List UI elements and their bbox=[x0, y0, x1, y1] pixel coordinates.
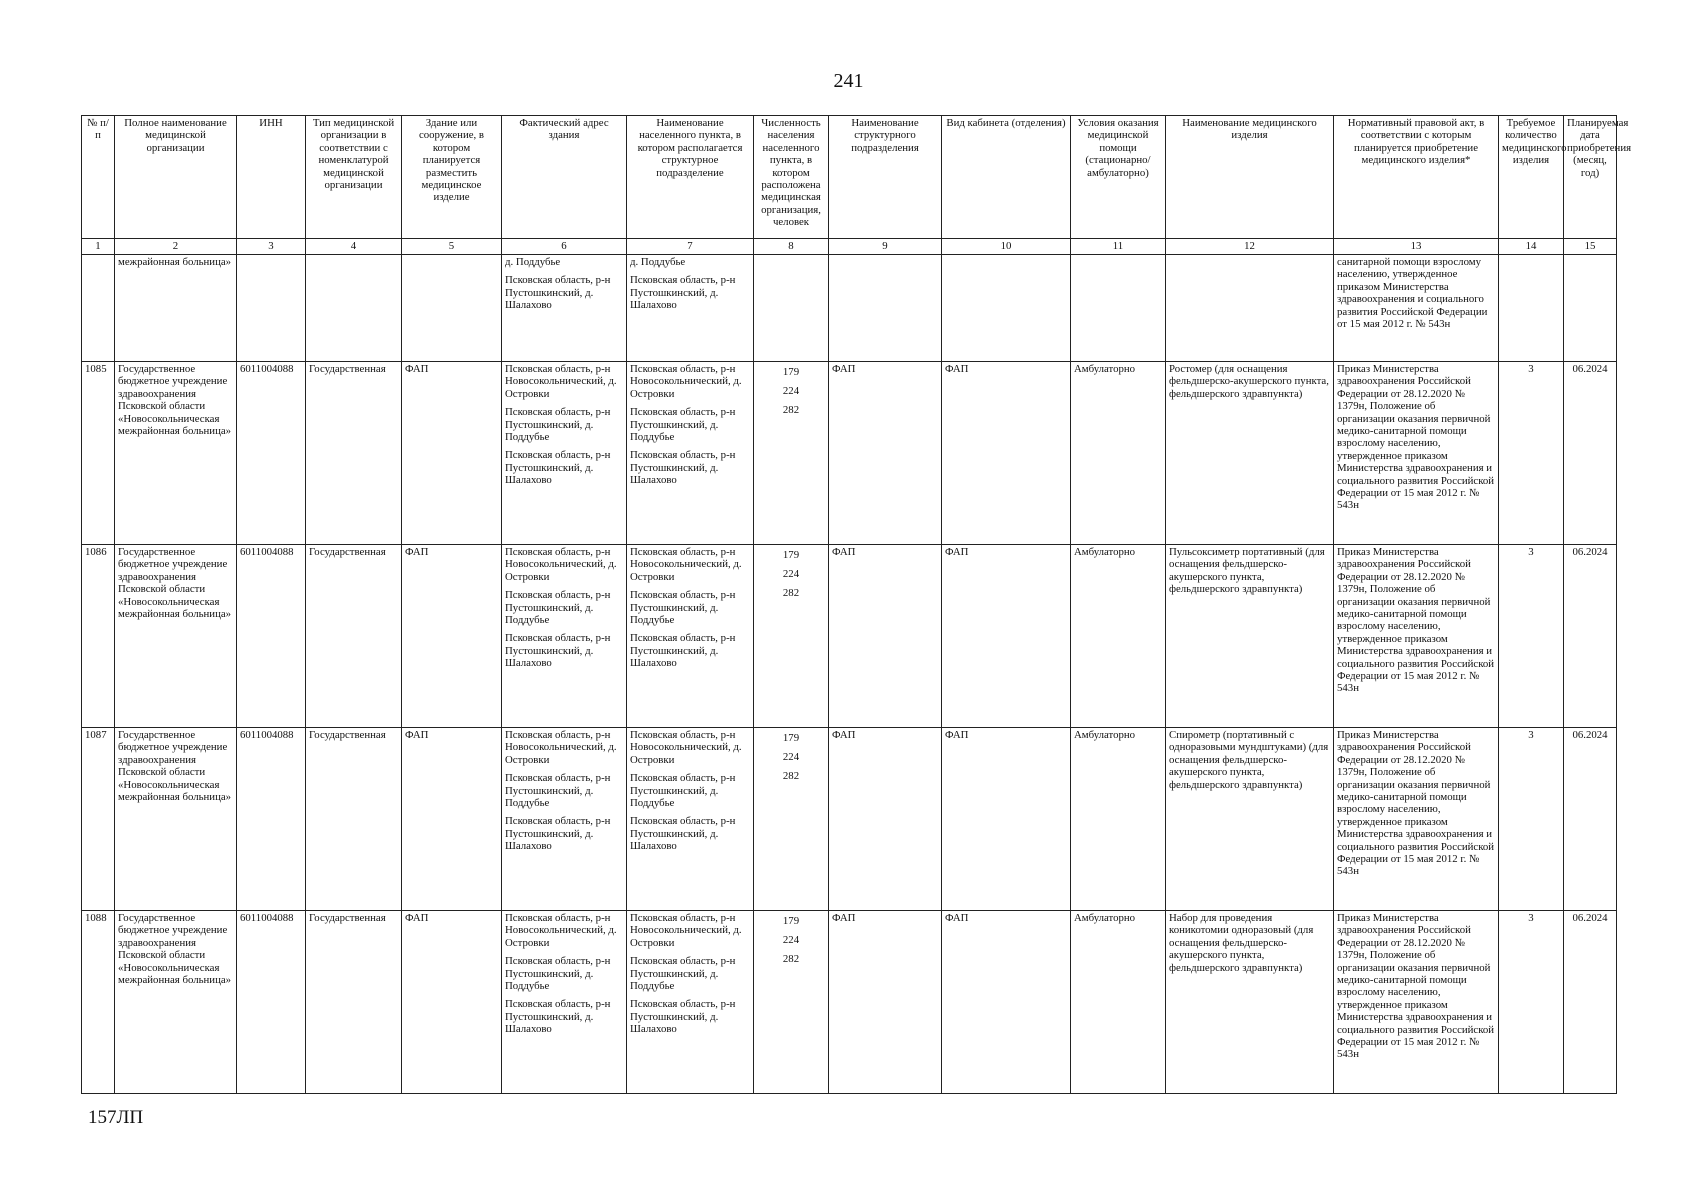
population-value: 224 bbox=[782, 568, 800, 580]
device-name: Ростомер (для оснащения фельдшерско-акушерского пункта, фельдшерского здравпункта) bbox=[1166, 362, 1334, 545]
building: ФАП bbox=[402, 728, 502, 911]
legal-act: Приказ Министерства здравоохранения Российской Федерации от 28.12.2020 № 1379н, Положение об организации оказания первичной медико-санитарной помощи взрослому населению, утвержденное приказом Министерства здравоохранения и социального развития Российской Федерации от 15 мая 2012 г. № 543н bbox=[1334, 362, 1499, 545]
population-value: 179 bbox=[782, 366, 800, 378]
address-line: Псковская область, р-н Новосокольнический, д. Островки bbox=[505, 363, 617, 400]
org-name: Государственное бюджетное учреждение здравоохранения Псковской области «Новосокольническая межрайонная больница» bbox=[115, 911, 237, 1094]
row-number: 1085 bbox=[82, 362, 115, 545]
org-name: межрайонная больница» bbox=[115, 255, 237, 362]
population bbox=[754, 728, 829, 911]
page-number: 241 bbox=[833, 70, 864, 92]
settlement-line: Псковская область, р-н Новосокольнический, д. Островки bbox=[630, 363, 742, 400]
settlement-line: Псковская область, р-н Пустошкинский, д. Шалахово bbox=[630, 998, 736, 1036]
settlement bbox=[627, 255, 754, 362]
column-number: 9 bbox=[829, 239, 942, 255]
header-cell: № п/п bbox=[82, 116, 115, 239]
settlement-line: Псковская область, р-н Пустошкинский, д. Шалахово bbox=[630, 449, 736, 487]
settlement-line: Псковская область, р-н Новосокольнический, д. Островки bbox=[630, 546, 742, 583]
building: ФАП bbox=[402, 362, 502, 545]
legal-act: Приказ Министерства здравоохранения Российской Федерации от 28.12.2020 № 1379н, Положение об организации оказания первичной медико-санитарной помощи взрослому населению, утвержденное приказом Министерства здравоохранения и социального развития Российской Федерации от 15 мая 2012 г. № 543н bbox=[1334, 911, 1499, 1094]
population bbox=[754, 362, 829, 545]
conditions: Амбулаторно bbox=[1071, 728, 1166, 911]
org-type: Государственная bbox=[306, 362, 402, 545]
column-number: 8 bbox=[754, 239, 829, 255]
org-name: Государственное бюджетное учреждение здравоохранения Псковской области «Новосокольническая межрайонная больница» bbox=[115, 728, 237, 911]
legal-act: Приказ Министерства здравоохранения Российской Федерации от 28.12.2020 № 1379н, Положение об организации оказания первичной медико-санитарной помощи взрослому населению, утвержденное приказом Министерства здравоохранения и социального развития Российской Федерации от 15 мая 2012 г. № 543н bbox=[1334, 728, 1499, 911]
address-line: Псковская область, р-н Пустошкинский, д. Поддубье bbox=[505, 772, 611, 810]
address-line: Псковская область, р-н Пустошкинский, д. Шалахово bbox=[505, 449, 611, 487]
header-cell: Численность населения населенного пункта, в котором расположена медицинская организация, человек bbox=[754, 116, 829, 239]
org-type: Государственная bbox=[306, 911, 402, 1094]
org-type: Государственная bbox=[306, 728, 402, 911]
population-value: 224 bbox=[782, 385, 800, 397]
org-type: Государственная bbox=[306, 545, 402, 728]
address bbox=[502, 545, 627, 728]
settlement-line: Псковская область, р-н Пустошкинский, д. Поддубье bbox=[630, 589, 736, 627]
org-name: Государственное бюджетное учреждение здравоохранения Псковской области «Новосокольническая межрайонная больница» bbox=[115, 362, 237, 545]
column-number: 3 bbox=[237, 239, 306, 255]
column-number: 7 bbox=[627, 239, 754, 255]
unit: ФАП bbox=[829, 728, 942, 911]
cabinet: ФАП bbox=[942, 911, 1071, 1094]
address-line: Псковская область, р-н Пустошкинский, д. Шалахово bbox=[505, 274, 611, 312]
header-cell: Наименование медицинского изделия bbox=[1166, 116, 1334, 239]
table-row bbox=[82, 545, 1617, 728]
settlement bbox=[627, 362, 754, 545]
purchase-date: 06.2024 bbox=[1564, 728, 1617, 911]
unit: ФАП bbox=[829, 545, 942, 728]
conditions: Амбулаторно bbox=[1071, 545, 1166, 728]
unit: ФАП bbox=[829, 911, 942, 1094]
settlement-line: Псковская область, р-н Пустошкинский, д. Поддубье bbox=[630, 406, 736, 444]
inn: 6011004088 bbox=[237, 911, 306, 1094]
cabinet: ФАП bbox=[942, 362, 1071, 545]
settlement bbox=[627, 545, 754, 728]
building: ФАП bbox=[402, 911, 502, 1094]
address-line: Псковская область, р-н Пустошкинский, д. Шалахово bbox=[505, 632, 611, 670]
purchase-date: 06.2024 bbox=[1564, 911, 1617, 1094]
document-code: 157ЛП bbox=[88, 1107, 144, 1128]
address-line: Псковская область, р-н Пустошкинский, д. Поддубье bbox=[505, 589, 611, 627]
header-cell: Нормативный правовой акт, в соответствии с которым планируется приобретение медицинского изделия* bbox=[1334, 116, 1499, 239]
population bbox=[754, 911, 829, 1094]
address bbox=[502, 362, 627, 545]
header-cell: Требуемое количество медицинского изделия bbox=[1499, 116, 1564, 239]
header-cell: Наименование структурного подразделения bbox=[829, 116, 942, 239]
settlement-line: д. Поддубье bbox=[630, 256, 686, 268]
population-value: 179 bbox=[782, 549, 800, 561]
column-number-row bbox=[82, 239, 1617, 255]
table-row bbox=[82, 362, 1617, 545]
address-line: Псковская область, р-н Новосокольнический, д. Островки bbox=[505, 729, 617, 766]
building: ФАП bbox=[402, 545, 502, 728]
inn: 6011004088 bbox=[237, 728, 306, 911]
table-row bbox=[82, 728, 1617, 911]
row-number: 1087 bbox=[82, 728, 115, 911]
purchase-date: 06.2024 bbox=[1564, 362, 1617, 545]
settlement-line: Псковская область, р-н Пустошкинский, д. Поддубье bbox=[630, 955, 736, 993]
column-number: 15 bbox=[1564, 239, 1617, 255]
column-number: 10 bbox=[942, 239, 1071, 255]
address-line: Псковская область, р-н Пустошкинский, д. Шалахово bbox=[505, 815, 611, 853]
settlement-line: Псковская область, р-н Пустошкинский, д. Шалахово bbox=[630, 632, 736, 670]
table-row bbox=[82, 911, 1617, 1094]
conditions: Амбулаторно bbox=[1071, 362, 1166, 545]
header-cell: Наименование населенного пункта, в котором располагается структурное подразделение bbox=[627, 116, 754, 239]
settlement-line: Псковская область, р-н Пустошкинский, д. Шалахово bbox=[630, 815, 736, 853]
population-value: 282 bbox=[782, 770, 800, 782]
header-cell: Полное наименование медицинской организации bbox=[115, 116, 237, 239]
population-value: 282 bbox=[782, 953, 800, 965]
address-line: Псковская область, р-н Новосокольнический, д. Островки bbox=[505, 912, 617, 949]
address-line: Псковская область, р-н Пустошкинский, д. Шалахово bbox=[505, 998, 611, 1036]
unit: ФАП bbox=[829, 362, 942, 545]
column-number: 6 bbox=[502, 239, 627, 255]
inn: 6011004088 bbox=[237, 545, 306, 728]
quantity: 3 bbox=[1499, 545, 1564, 728]
settlement-line: Псковская область, р-н Новосокольнический, д. Островки bbox=[630, 912, 742, 949]
purchase-date: 06.2024 bbox=[1564, 545, 1617, 728]
population bbox=[754, 545, 829, 728]
address-line: д. Поддубье bbox=[505, 256, 561, 268]
header-cell: Тип медицинской организации в соответствии с номенклатурой медицинской организации bbox=[306, 116, 402, 239]
cabinet: ФАП bbox=[942, 728, 1071, 911]
settlement-line: Псковская область, р-н Пустошкинский, д. Поддубье bbox=[630, 772, 736, 810]
quantity: 3 bbox=[1499, 362, 1564, 545]
column-number: 13 bbox=[1334, 239, 1499, 255]
header-cell: Здание или сооружение, в котором планируется разместить медицинское изделие bbox=[402, 116, 502, 239]
address-line: Псковская область, р-н Новосокольнический, д. Островки bbox=[505, 546, 617, 583]
header-cell: Планируемая дата приобретения (месяц, год) bbox=[1564, 116, 1617, 239]
cabinet: ФАП bbox=[942, 545, 1071, 728]
header-cell: Фактический адрес здания bbox=[502, 116, 627, 239]
population-value: 282 bbox=[782, 587, 800, 599]
legal-act: Приказ Министерства здравоохранения Российской Федерации от 28.12.2020 № 1379н, Положение об организации оказания первичной медико-санитарной помощи взрослому населению, утвержденное приказом Министерства здравоохранения и социального развития Российской Федерации от 15 мая 2012 г. № 543н bbox=[1334, 545, 1499, 728]
header-cell: ИНН bbox=[237, 116, 306, 239]
device-name: Спирометр (портативный с одноразовыми мундштуками) (для оснащения фельдшерско-акушерского пункта, фельдшерского здравпункта) bbox=[1166, 728, 1334, 911]
org-name: Государственное бюджетное учреждение здравоохранения Псковской области «Новосокольническая межрайонная больница» bbox=[115, 545, 237, 728]
population-value: 179 bbox=[782, 915, 800, 927]
quantity: 3 bbox=[1499, 911, 1564, 1094]
column-number: 4 bbox=[306, 239, 402, 255]
header-row bbox=[82, 116, 1617, 239]
address-line: Псковская область, р-н Пустошкинский, д. Поддубье bbox=[505, 406, 611, 444]
population-value: 224 bbox=[782, 934, 800, 946]
settlement-line: Псковская область, р-н Новосокольнический, д. Островки bbox=[630, 729, 742, 766]
settlement-line: Псковская область, р-н Пустошкинский, д. Шалахово bbox=[630, 274, 736, 312]
column-number: 11 bbox=[1071, 239, 1166, 255]
population-value: 282 bbox=[782, 404, 800, 416]
column-number: 1 bbox=[82, 239, 115, 255]
inn: 6011004088 bbox=[237, 362, 306, 545]
equipment-table bbox=[81, 115, 1632, 1094]
column-number: 14 bbox=[1499, 239, 1564, 255]
row-number: 1088 bbox=[82, 911, 115, 1094]
address-line: Псковская область, р-н Пустошкинский, д. Поддубье bbox=[505, 955, 611, 993]
column-number: 12 bbox=[1166, 239, 1334, 255]
header-cell: Условия оказания медицинской помощи (стационарно/ амбулаторно) bbox=[1071, 116, 1166, 239]
address bbox=[502, 911, 627, 1094]
column-number: 2 bbox=[115, 239, 237, 255]
device-name: Пульсоксиметр портативный (для оснащения фельдшерско-акушерского пункта, фельдшерского здравпункта) bbox=[1166, 545, 1334, 728]
settlement bbox=[627, 728, 754, 911]
address bbox=[502, 255, 627, 362]
column-number: 5 bbox=[402, 239, 502, 255]
device-name: Набор для проведения коникотомии одноразовый (для оснащения фельдшерско-акушерского пункта, фельдшерского здравпункта) bbox=[1166, 911, 1334, 1094]
row-number: 1086 bbox=[82, 545, 115, 728]
settlement bbox=[627, 911, 754, 1094]
population-value: 224 bbox=[782, 751, 800, 763]
table-row-continuation bbox=[82, 255, 1617, 362]
population-value: 179 bbox=[782, 732, 800, 744]
quantity: 3 bbox=[1499, 728, 1564, 911]
header-cell: Вид кабинета (отделения) bbox=[942, 116, 1071, 239]
address bbox=[502, 728, 627, 911]
legal-act: санитарной помощи взрослому населению, утвержденное приказом Министерства здравоохранения и социального развития Российской Федерации от 15 мая 2012 г. № 543н bbox=[1334, 255, 1499, 362]
conditions: Амбулаторно bbox=[1071, 911, 1166, 1094]
